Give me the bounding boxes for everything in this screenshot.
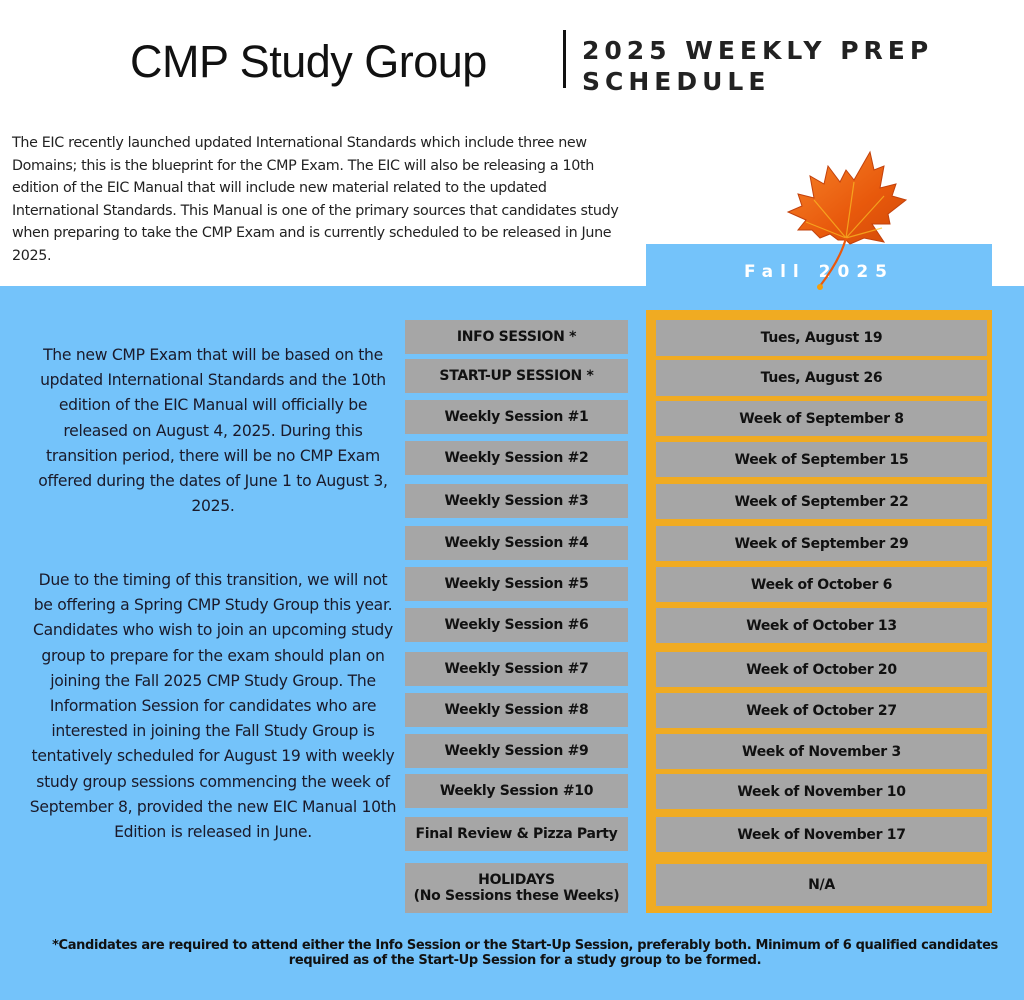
session-label: INFO SESSION * xyxy=(405,320,628,354)
page-subtitle xyxy=(582,35,933,97)
session-label: Final Review & Pizza Party xyxy=(405,817,628,851)
session-date: Week of November 3 xyxy=(656,734,987,769)
session-label: Weekly Session #6 xyxy=(405,608,628,642)
intro-paragraph: The EIC recently launched updated International Standards which include three new Domains; this is the blueprint for the CMP Exam. The EIC will also be releasing a 10th edition of the EIC Manual that will include new material related to the updated International Standards. This Manual is one of the primary sources that candidates study when preparing to take the CMP Exam and is currently scheduled to be released in June 2025. xyxy=(12,135,619,264)
session-label: Weekly Session #10 xyxy=(405,774,628,808)
session-label: Weekly Session #7 xyxy=(405,652,628,686)
session-date: Week of October 20 xyxy=(656,652,987,687)
session-label: START-UP SESSION * xyxy=(405,359,628,393)
maple-leaf-icon xyxy=(784,148,908,296)
session-date: N/A xyxy=(656,864,987,906)
session-label: Weekly Session #2 xyxy=(405,441,628,475)
session-label: Weekly Session #1 xyxy=(405,400,628,434)
session-date: Week of November 17 xyxy=(656,817,987,852)
title-divider xyxy=(563,30,566,88)
session-date: Week of September 22 xyxy=(656,484,987,519)
session-date: Week of October 13 xyxy=(656,608,987,643)
session-label: HOLIDAYS (No Sessions these Weeks) xyxy=(405,863,628,913)
subtitle-line-1: 2025 WEEKLY PREP xyxy=(582,36,934,65)
fall-group-paragraph: Due to the timing of this transition, we will not be offering a Spring CMP Study Group this year. Candidates who wish to join an upcoming study group to prepare for the exam should plan on joining the Fall 2025 CMP Study Group. The Information Session for candidates who are interested in joining the Fall Study Group is tentatively scheduled for August 19 with weekly study group sessions commencing the week of September 8, provided the new EIC Manual 10th Edition is released in June. xyxy=(29,571,397,842)
session-date: Tues, August 26 xyxy=(656,360,987,396)
session-date: Week of September 29 xyxy=(656,526,987,561)
session-label: Weekly Session #9 xyxy=(405,734,628,768)
footnote: *Candidates are required to attend either the Info Session or the Start-Up Session, preferably both. Minimum of 6 qualified candidates required as of the Start-Up Session for a study group to be formed. xyxy=(52,938,998,968)
session-date: Week of September 15 xyxy=(656,442,987,477)
session-label: Weekly Session #4 xyxy=(405,526,628,560)
transition-paragraph: The new CMP Exam that will be based on the updated International Standards and the 10th edition of the EIC Manual will officially be released on August 4, 2025. During this transition period, there will be no CMP Exam offered during the dates of June 1 to August 3, 2025. xyxy=(38,346,388,516)
session-label: Weekly Session #3 xyxy=(405,484,628,518)
session-date: Week of November 10 xyxy=(656,774,987,809)
session-date: Week of September 8 xyxy=(656,401,987,436)
term-label: Fall 2025 xyxy=(744,262,894,282)
session-label: Weekly Session #8 xyxy=(405,693,628,727)
session-label: Weekly Session #5 xyxy=(405,567,628,601)
subtitle-line-2: SCHEDULE xyxy=(582,67,771,96)
session-date: Week of October 6 xyxy=(656,567,987,602)
page-title: CMP Study Group xyxy=(130,36,487,87)
session-date: Tues, August 19 xyxy=(656,320,987,356)
session-date: Week of October 27 xyxy=(656,693,987,728)
